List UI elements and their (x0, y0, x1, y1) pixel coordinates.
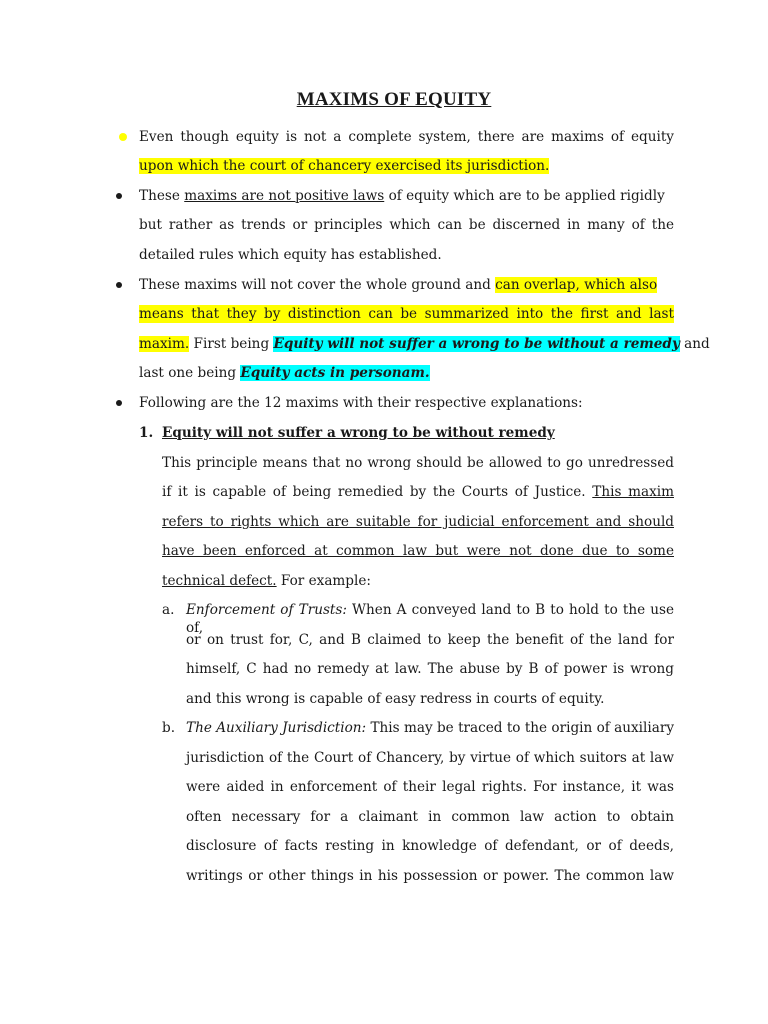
item-a-heading: Enforcement of Trusts: (186, 602, 347, 618)
item-a-line1: Enforcement of Trusts: When A conveyed land to B to hold to the use of, (186, 602, 675, 636)
maxim1-para-line5: technical defect. For example: (162, 573, 371, 589)
item-b-line6: writings or other things in his possession or power. The common law (186, 868, 674, 884)
underlined-text: technical defect. (162, 573, 277, 589)
bullet3-line2: means that they by distinction can be summarized into the first and last (139, 306, 674, 322)
maxim-heading: Equity will not suffer a wrong to be without remedy (162, 425, 555, 441)
bullet2-line3: detailed rules which equity has established. (139, 247, 442, 263)
highlight-yellow: can overlap, which also (495, 277, 658, 293)
item-letter: b. (162, 720, 176, 736)
maxim1-para-line3: refers to rights which are suitable for judicial enforcement and should (162, 514, 674, 530)
bullet-marker (116, 282, 122, 288)
item-a-line2: or on trust for, C, and B claimed to keep the benefit of the land for (186, 632, 674, 648)
item-a-line3: himself, C had no remedy at law. The abuse by B of power is wrong (186, 661, 674, 677)
maxim1-para-line4: have been enforced at common law but were not done due to some (162, 543, 674, 559)
item-a-line4: and this wrong is capable of easy redress in courts of equity. (186, 691, 605, 707)
underlined-text: maxims are not positive laws (184, 188, 385, 204)
item-b-line3: were aided in enforcement of their legal rights. For instance, it was (186, 779, 674, 795)
item-b-line2: jurisdiction of the Court of Chancery, by virtue of which suitors at law (186, 750, 674, 766)
bullet-marker (116, 193, 122, 199)
bullet2-line2: but rather as trends or principles which can be discerned in many of the (139, 217, 674, 233)
page-title: MAXIMS OF EQUITY (296, 89, 492, 110)
underlined-text: This maxim (592, 484, 674, 500)
highlight-yellow: maxim. (139, 336, 190, 352)
item-b-line1: The Auxiliary Jurisdiction: This may be traced to the origin of auxiliary (186, 720, 674, 736)
item-b-heading: The Auxiliary Jurisdiction: (186, 720, 367, 736)
maxim1-para-line1: This principle means that no wrong should be allowed to go unredressed (162, 455, 674, 471)
maxim1-para-line2: if it is capable of being remedied by the Courts of Justice. This maxim (162, 484, 674, 500)
item-b-line5: disclosure of facts resting in knowledge of defendant, or of deeds, (186, 838, 674, 854)
item-letter: a. (162, 602, 175, 618)
highlight-yellow: upon which the court of chancery exercised its jurisdiction. (139, 158, 550, 174)
bullet4-line1: Following are the 12 maxims with their respective explanations: (139, 395, 583, 411)
item-b-line4: often necessary for a claimant in common law action to obtain (186, 809, 674, 825)
bullet-marker (116, 400, 122, 406)
bullet3-line3: maxim. First being Equity will not suffer a wrong to be without a remedy and (139, 336, 710, 352)
bullet1-line1: Even though equity is not a complete system, there are maxims of equity (139, 129, 674, 145)
highlight-cyan: Equity will not suffer a wrong to be without a remedy (273, 336, 680, 352)
maxim-number: 1. (139, 425, 154, 441)
highlight-cyan: Equity acts in personam. (240, 365, 430, 381)
bullet3-line4: last one being Equity acts in personam. (139, 365, 430, 381)
bullet-marker (119, 133, 127, 141)
bullet3-line1: These maxims will not cover the whole ground and can overlap, which also (139, 277, 658, 293)
bullet2-line1: These maxims are not positive laws of equity which are to be applied rigidly (139, 188, 665, 204)
bullet1-line2 (139, 157, 549, 175)
